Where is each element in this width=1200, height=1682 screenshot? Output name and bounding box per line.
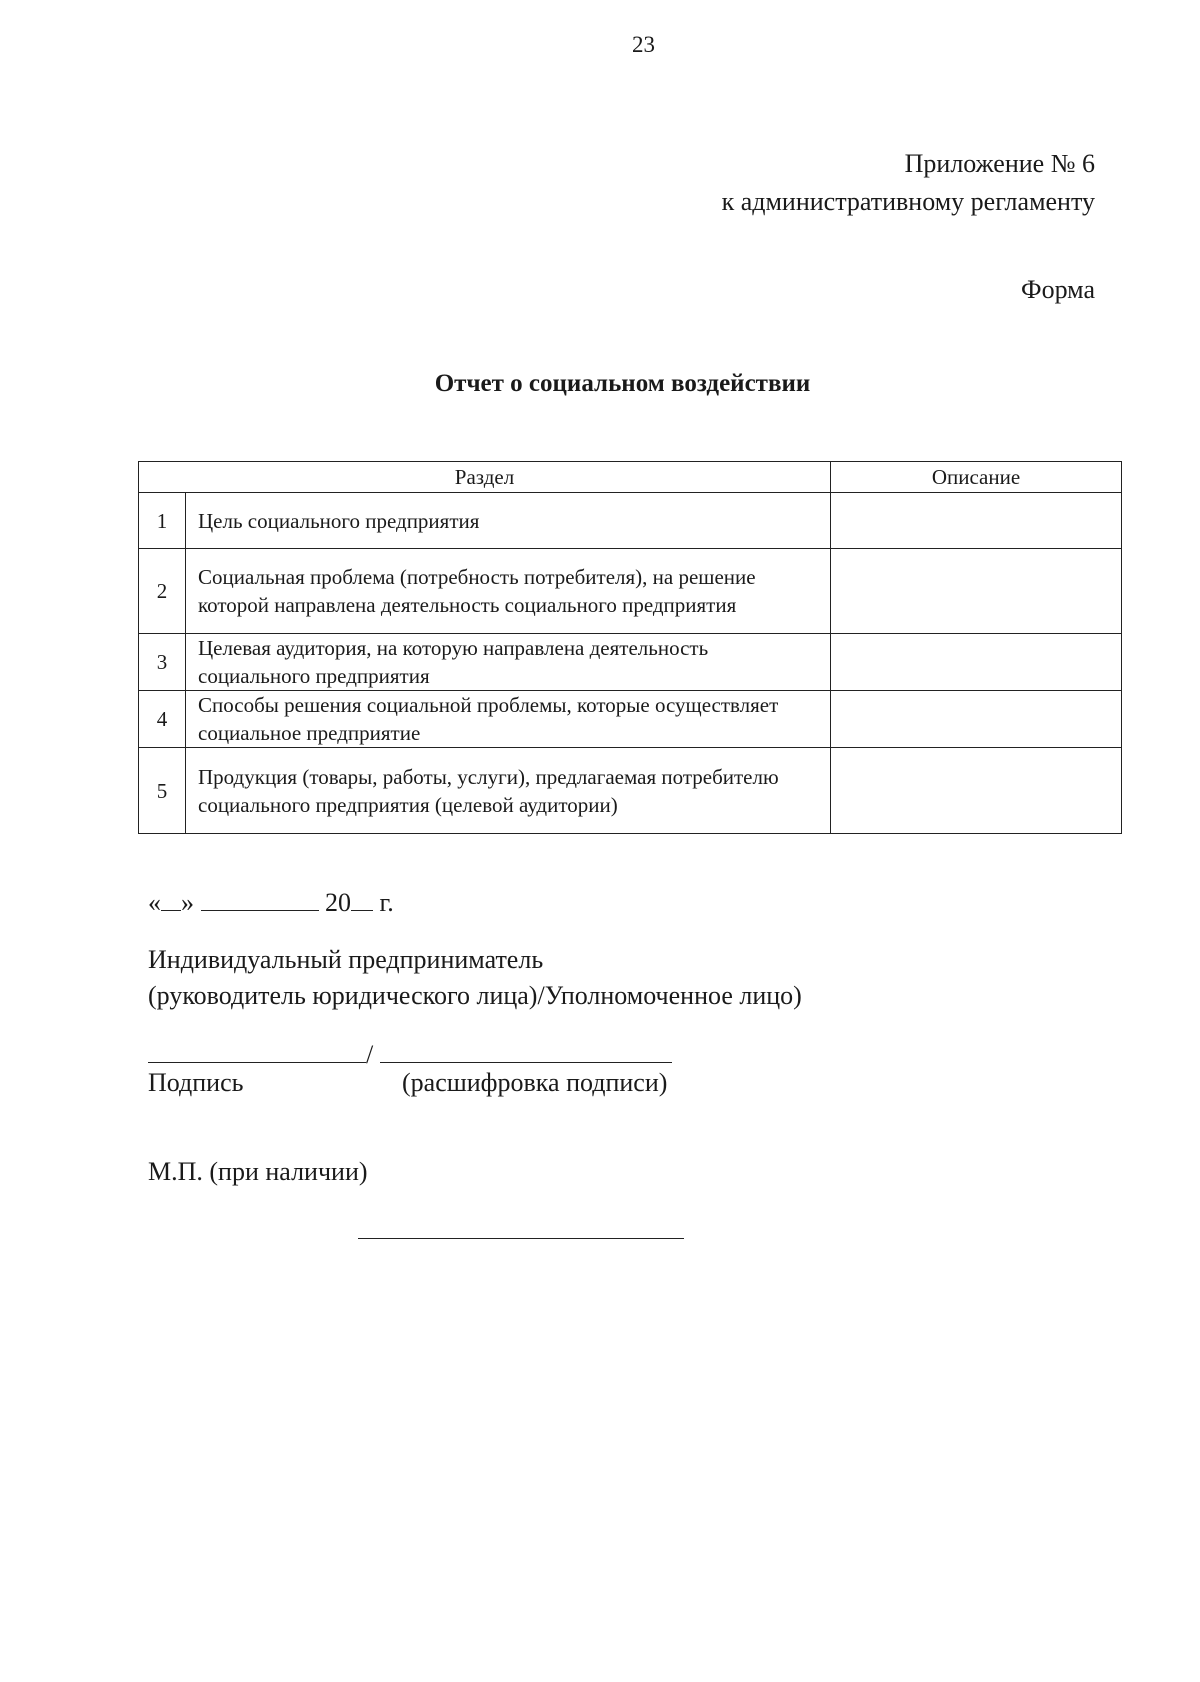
row-section: Способы решения социальной проблемы, которые осуществляет социальное предприятие	[186, 691, 831, 748]
row-description[interactable]	[831, 748, 1122, 834]
row-section: Продукция (товары, работы, услуги), предлагаемая потребителю социального предприятия (целевой аудитории)	[186, 748, 831, 834]
year-prefix: 20	[325, 888, 351, 917]
appendix-header	[722, 145, 1095, 221]
row-description[interactable]	[831, 691, 1122, 748]
seal-blank[interactable]	[358, 1238, 684, 1239]
row-number: 3	[139, 634, 186, 691]
signature-label: Подпись	[148, 1068, 244, 1097]
table-row	[139, 549, 1122, 634]
signer-role: (руководитель юридического лица)/Уполномоченное лицо)	[148, 981, 802, 1010]
signature-decoding-blank[interactable]	[380, 1062, 672, 1063]
table-row	[139, 691, 1122, 748]
date-close-quote: »	[181, 888, 194, 917]
header-section: Раздел	[139, 462, 831, 493]
row-description[interactable]	[831, 549, 1122, 634]
appendix-reference: к административному регламенту	[721, 187, 1095, 216]
row-number: 4	[139, 691, 186, 748]
row-section: Социальная проблема (потребность потребителя), на решение которой направлена деятельность социального предприятия	[186, 549, 831, 634]
row-section: Целевая аудитория, на которую направлена деятельность социального предприятия	[186, 634, 831, 691]
seal-label: М.П. (при наличии)	[148, 1157, 368, 1186]
signature-decoding-label: (расшифровка подписи)	[402, 1068, 668, 1097]
date-open-quote: «	[148, 888, 161, 917]
date-line	[148, 888, 394, 918]
appendix-number: Приложение № 6	[904, 149, 1095, 178]
report-table	[138, 461, 1122, 834]
table-row	[139, 493, 1122, 549]
year-blank[interactable]	[351, 888, 373, 911]
header-description: Описание	[831, 462, 1122, 493]
page-number: 23	[632, 32, 655, 57]
table-row	[139, 634, 1122, 691]
row-description[interactable]	[831, 634, 1122, 691]
document-title: Отчет о социальном воздействии	[434, 370, 811, 397]
signature-separator: /	[366, 1040, 374, 1069]
row-description[interactable]	[831, 493, 1122, 549]
row-section: Цель социального предприятия	[186, 493, 831, 549]
day-blank[interactable]	[161, 888, 181, 911]
row-number: 2	[139, 549, 186, 634]
signer-block	[148, 942, 802, 1014]
signature-blank[interactable]	[148, 1062, 366, 1063]
form-label: Форма	[1021, 275, 1095, 304]
year-suffix: г.	[379, 888, 394, 917]
signer-title: Индивидуальный предприниматель	[148, 945, 544, 974]
row-number: 1	[139, 493, 186, 549]
table-header-row	[139, 462, 1122, 493]
month-blank[interactable]	[201, 888, 319, 911]
signature-lines	[148, 1040, 673, 1068]
table-row	[139, 748, 1122, 834]
row-number: 5	[139, 748, 186, 834]
